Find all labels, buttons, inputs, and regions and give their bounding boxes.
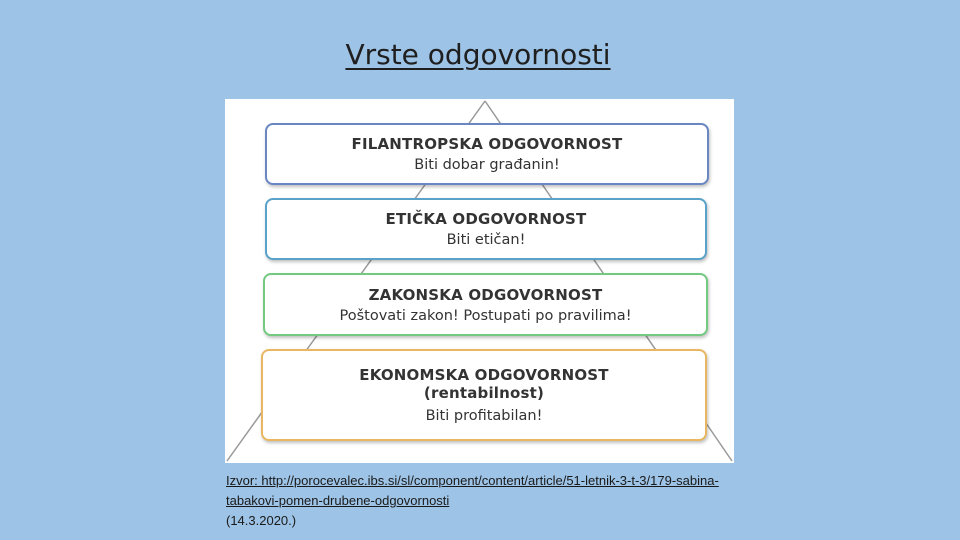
ethical-level (265, 198, 707, 260)
economic-subheading: (rentabilnost) (423, 384, 545, 402)
source-citation (226, 471, 726, 531)
source-date: (14.3.2020.) (226, 513, 297, 528)
philanthropic-heading: FILANTROPSKA ODGOVORNOST (351, 135, 623, 153)
economic-level (261, 349, 707, 441)
legal-level (263, 273, 708, 336)
responsibility-pyramid-image (225, 99, 734, 463)
legal-text: Poštovati zakon! Postupati po pravilima! (339, 307, 632, 324)
legal-heading: ZAKONSKA ODGOVORNOST (368, 285, 603, 304)
slide-title: Vrste odgovornosti (345, 38, 611, 71)
ethical-text: Biti etičan! (446, 232, 526, 248)
economic-heading: EKONOMSKA ODGOVORNOST (359, 366, 609, 384)
economic-text: Biti profitabilan! (425, 408, 543, 424)
source-link[interactable]: Izvor: http://porocevalec.ibs.si/sl/component/content/article/51-letnik-3-t-3/179-sabina-tabakovi-pomen-drubene-odgovornosti (226, 473, 719, 508)
philanthropic-text: Biti dobar građanin! (414, 157, 560, 173)
philanthropic-level (265, 123, 709, 185)
ethical-heading: ETIČKA ODGOVORNOST (385, 210, 587, 228)
